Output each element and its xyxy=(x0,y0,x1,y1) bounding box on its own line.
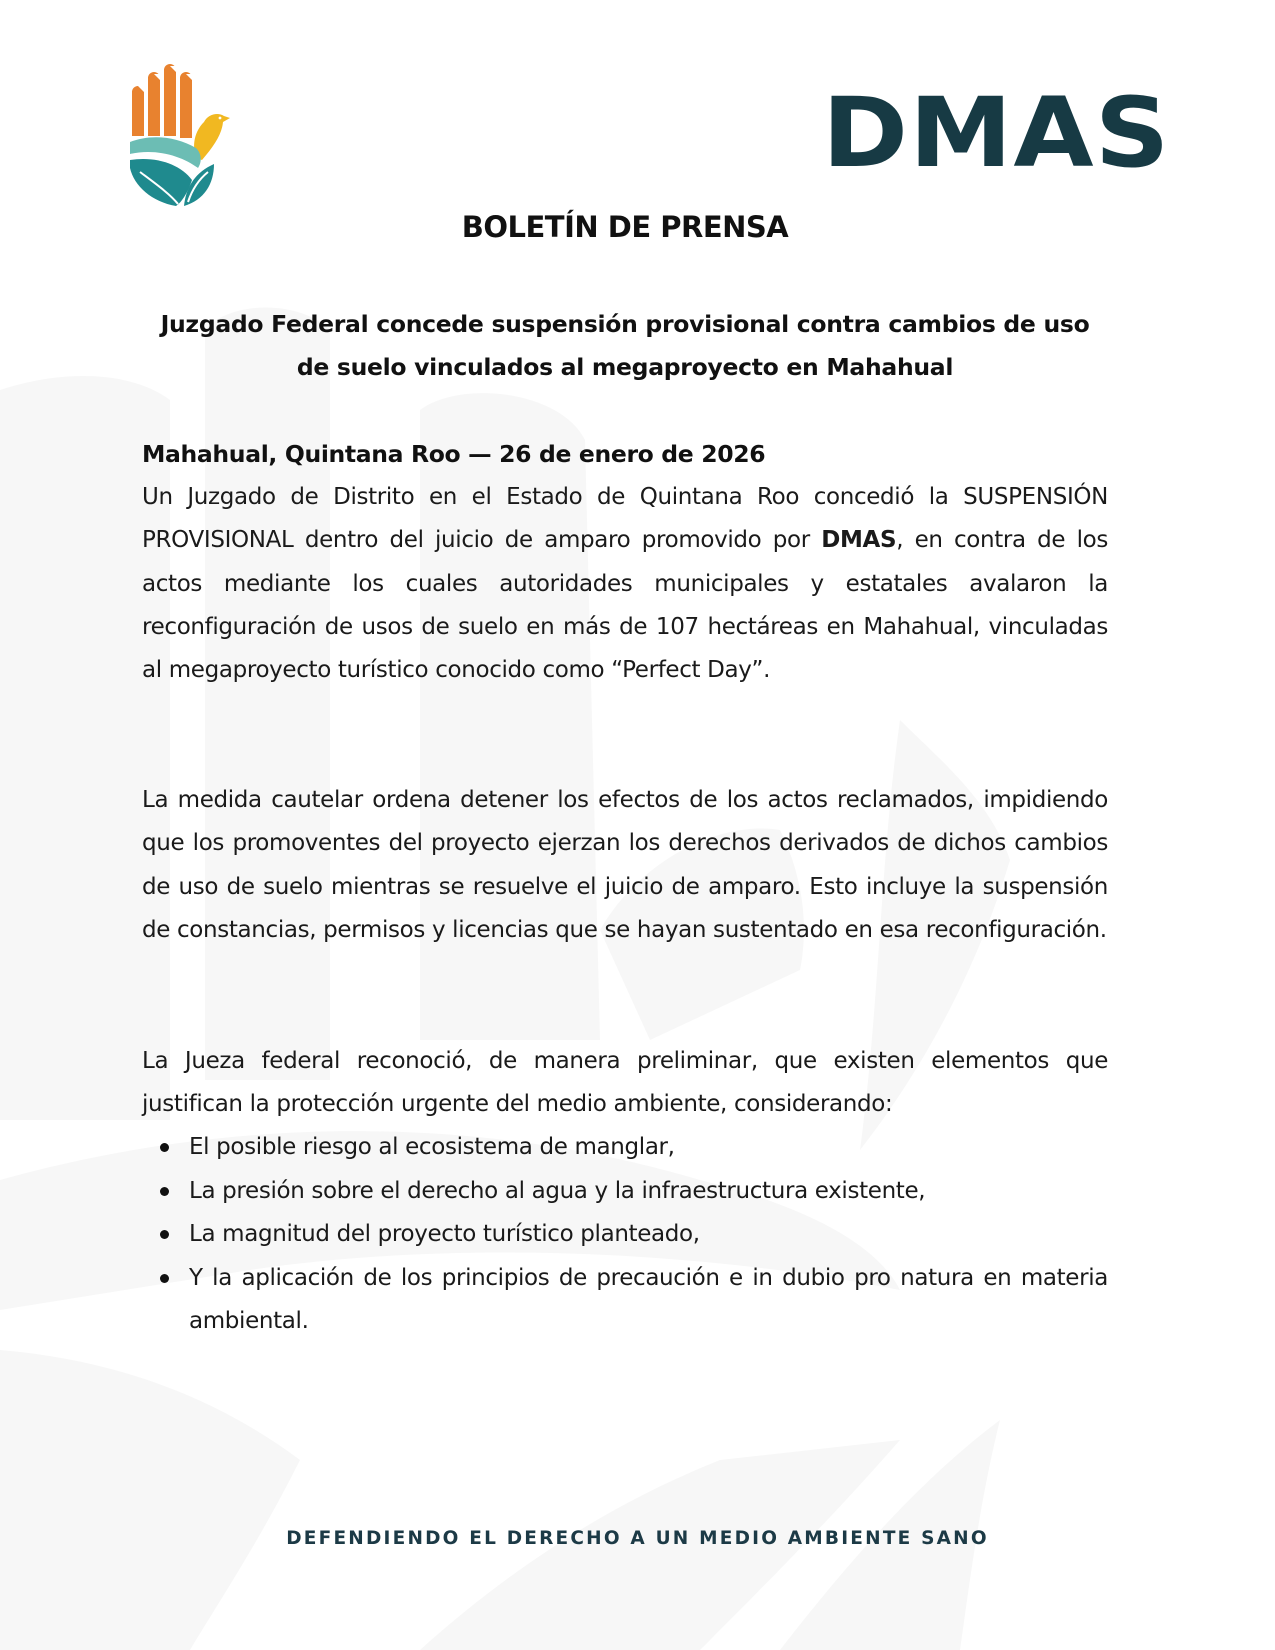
bullet-icon xyxy=(160,1274,169,1283)
orange-fingers-icon xyxy=(132,64,192,138)
paragraph-1-rest: , en contra de los actos mediante los cuales autoridades municipales y estatales avalaron la reconfiguración de usos de suelo en más de 107 hectáreas en Mahahual, vinculadas al megaproyecto turístico conocido como “Perfect Day”. xyxy=(142,527,1108,684)
paragraph-3: La Jueza federal reconoció, de manera preliminar, que existen elementos que justifican la protección urgente del medio ambiente, considerando: xyxy=(142,1048,1108,1118)
headline: Juzgado Federal concede suspensión provisional contra cambios de uso de suelo vinculados al megaproyecto en Mahahual xyxy=(160,310,1090,381)
list-item xyxy=(142,1257,1108,1344)
paragraph-1-intro: Un Juzgado de Distrito en el Estado de Quintana Roo concedió la SUSPENSIÓN PROVISIONAL dentro del juicio de amparo promovido por xyxy=(142,484,1108,554)
list-item-text: El posible riesgo al ecosistema de manglar, xyxy=(189,1134,675,1160)
list-item xyxy=(142,1170,1108,1214)
considerations-list xyxy=(142,1126,1108,1344)
paragraph-2: La medida cautelar ordena detener los efectos de los actos reclamados, impidiendo que los promoventes del proyecto ejerzan los derechos derivados de dichos cambios de uso de suelo mientras se resuelve el juicio de amparo. Esto incluye la suspensión de constancias, permisos y licencias que se hayan sustentado en esa reconfiguración. xyxy=(142,787,1108,943)
list-item-text: La presión sobre el derecho al agua y la infraestructura existente, xyxy=(189,1177,926,1204)
paragraph-1 xyxy=(142,476,1108,692)
footer-tagline: DEFENDIENDO EL DERECHO A UN MEDIO AMBIENTE SANO xyxy=(286,1528,989,1549)
hand-dove-logo xyxy=(126,62,234,208)
list-item-text: La magnitud del proyecto turístico planteado, xyxy=(189,1221,700,1247)
paragraph-1-org-name: DMAS xyxy=(821,527,897,554)
dateline: Mahahual, Quintana Roo — 26 de enero de 2026 xyxy=(142,440,766,468)
bullet-icon xyxy=(160,1187,169,1196)
list-item xyxy=(142,1126,1108,1170)
bullet-icon xyxy=(160,1143,169,1152)
list-item-text: Y la aplicación de los principios de precaución e in dubio pro natura en materia ambiental. xyxy=(189,1264,1108,1334)
leaf-icon xyxy=(130,159,192,206)
document-title: BOLETÍN DE PRENSA xyxy=(461,210,789,244)
bullet-icon xyxy=(160,1230,169,1239)
list-item xyxy=(142,1213,1108,1257)
dmas-wordmark-logo: DMAS xyxy=(822,77,1171,189)
